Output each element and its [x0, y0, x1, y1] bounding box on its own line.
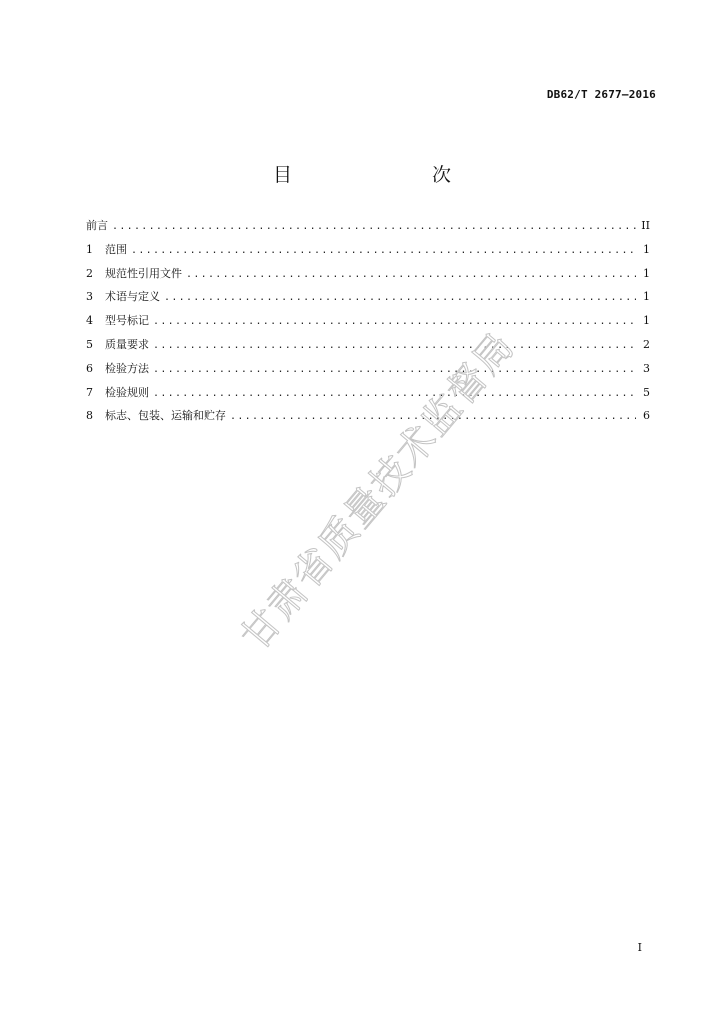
toc-entry-number: 7 [86, 385, 93, 399]
toc-dot-leader [112, 219, 636, 235]
toc-entry-page: II [641, 219, 650, 232]
toc-entry-label: 质量要求 [105, 337, 149, 351]
toc-entry-page: 5 [643, 385, 650, 399]
toc-entry-5[interactable] [86, 337, 650, 361]
toc-entry-number: 5 [86, 337, 93, 351]
toc-entry-label: 检验规则 [105, 385, 149, 399]
toc-entry-page: 1 [643, 290, 650, 304]
toc-entry-page: 1 [643, 242, 650, 256]
toc-entry-label: 标志、包装、运输和贮存 [105, 409, 226, 423]
table-of-contents [86, 218, 650, 432]
toc-title: 目 次 [272, 164, 485, 186]
page-number: I [637, 941, 642, 954]
toc-entry-label: 型号标记 [105, 314, 149, 328]
toc-entry-1[interactable] [86, 242, 650, 266]
toc-entry-number: 6 [86, 361, 93, 375]
toc-entry-6[interactable] [86, 361, 650, 385]
toc-entry-number: 1 [86, 242, 93, 256]
toc-entry-number: 3 [86, 290, 93, 304]
toc-dot-leader [131, 243, 636, 259]
toc-dot-leader [153, 386, 636, 402]
toc-entry-page: 2 [643, 337, 650, 351]
toc-entry-label: 检验方法 [105, 361, 149, 375]
toc-entry-label: 范围 [105, 242, 127, 256]
toc-entry-page: 6 [643, 409, 650, 423]
toc-entry-foreword[interactable] [86, 218, 650, 242]
toc-entry-page: 1 [643, 314, 650, 328]
toc-entry-2[interactable] [86, 266, 650, 290]
toc-entry-label: 前言 [86, 219, 108, 232]
toc-dot-leader [153, 314, 636, 330]
document-code: DB62/T 2677—2016 [546, 88, 656, 101]
toc-entry-number: 8 [86, 409, 93, 423]
toc-dot-leader [164, 290, 636, 306]
toc-entry-4[interactable] [86, 313, 650, 337]
toc-entry-3[interactable] [86, 289, 650, 313]
toc-dot-leader [153, 362, 636, 378]
toc-entry-7[interactable] [86, 385, 650, 409]
toc-entry-page: 1 [643, 266, 650, 280]
watermark-text: 甘肃省质量技术监督局 [232, 323, 524, 659]
toc-dot-leader [153, 338, 636, 354]
toc-entry-label: 规范性引用文件 [105, 266, 182, 280]
toc-entry-number: 4 [86, 314, 93, 328]
toc-entry-page: 3 [643, 361, 650, 375]
toc-dot-leader [186, 267, 636, 283]
toc-entry-number: 2 [86, 266, 93, 280]
toc-entry-label: 术语与定义 [105, 290, 160, 304]
toc-entry-8[interactable] [86, 408, 650, 432]
